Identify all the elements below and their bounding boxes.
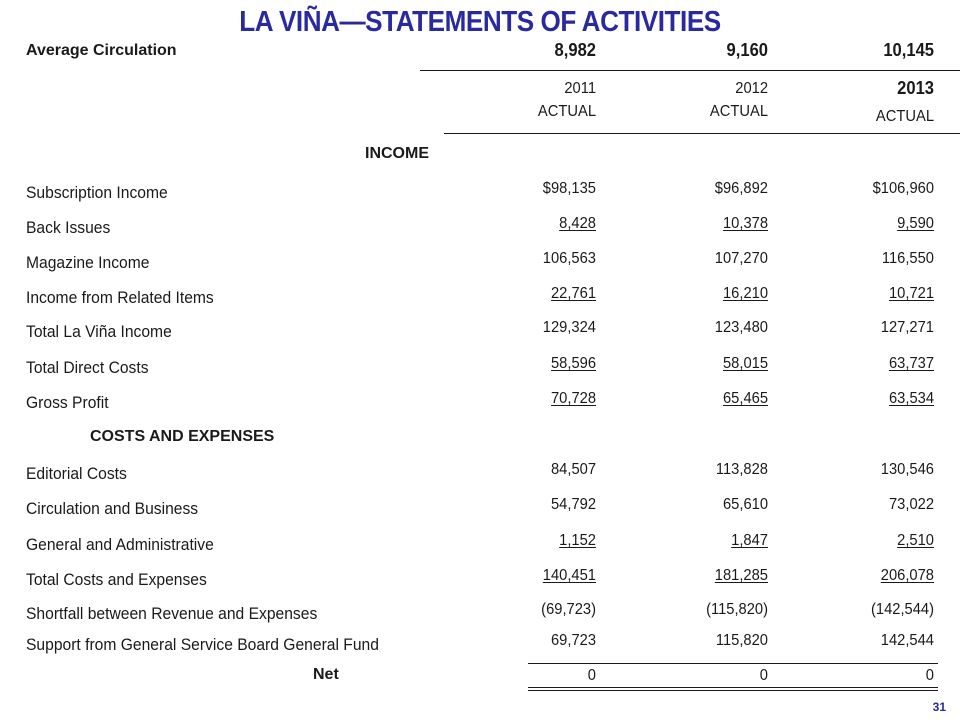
- row-label: Editorial Costs: [26, 464, 127, 483]
- row-value-2013: 73,022: [888, 496, 934, 513]
- row-label: Total Costs and Expenses: [26, 570, 207, 589]
- row-value-2013: $106,960: [872, 180, 934, 197]
- row-value-2012: 65,465: [722, 390, 768, 407]
- row-label: General and Administrative: [26, 535, 214, 554]
- row-label: Back Issues: [26, 218, 111, 237]
- col-year-2013: 2013: [897, 78, 934, 98]
- row-value-2012: 1,847: [731, 532, 768, 549]
- row-label: Total Direct Costs: [26, 358, 149, 377]
- page-number: 31: [932, 700, 946, 714]
- net-value-2011: 0: [587, 667, 596, 684]
- row-value-2011: 140,451: [542, 567, 596, 584]
- row-value-2011: 8,428: [559, 215, 596, 232]
- row-value-2011: 84,507: [550, 461, 596, 478]
- row-label: Circulation and Business: [26, 499, 199, 518]
- row-value-2012: 58,015: [722, 355, 768, 372]
- row-value-2012: 10,378: [722, 215, 768, 232]
- col-year-2012: 2012: [735, 80, 768, 97]
- row-value-2012: 16,210: [722, 285, 768, 302]
- row-label: Support from General Service Board General Fund: [26, 635, 379, 654]
- row-value-2011: 106,563: [542, 250, 596, 267]
- row-label: Shortfall between Revenue and Expenses: [26, 604, 318, 623]
- row-value-2013: 130,546: [880, 461, 934, 478]
- row-value-2011: 70,728: [550, 390, 596, 407]
- header-bottom-rule: [444, 133, 960, 134]
- col-type-2011: ACTUAL: [537, 103, 596, 120]
- row-value-2013: 63,534: [888, 390, 934, 407]
- row-value-2012: 107,270: [714, 250, 768, 267]
- row-value-2012: 65,610: [722, 496, 768, 513]
- header-top-rule: [420, 70, 960, 71]
- avg-circulation-2011: 8,982: [554, 40, 596, 60]
- row-value-2011: (69,723): [541, 601, 596, 618]
- row-value-2013: 142,544: [880, 632, 934, 649]
- row-value-2013: 2,510: [897, 532, 934, 549]
- avg-circulation-2013: 10,145: [883, 40, 934, 60]
- row-value-2011: 1,152: [559, 532, 596, 549]
- avg-circulation-label: Average Circulation: [26, 42, 177, 59]
- row-value-2013: 206,078: [880, 567, 934, 584]
- row-value-2011: 54,792: [550, 496, 596, 513]
- row-label: Total La Viña Income: [26, 322, 172, 341]
- net-value-2012: 0: [759, 667, 768, 684]
- net-value-2013: 0: [925, 667, 934, 684]
- row-value-2012: (115,820): [706, 601, 768, 618]
- row-value-2011: 58,596: [550, 355, 596, 372]
- row-value-2013: 63,737: [888, 355, 934, 372]
- net-double-rule-1: [528, 687, 938, 688]
- row-label: Income from Related Items: [26, 288, 214, 307]
- row-value-2012: $96,892: [714, 180, 768, 197]
- page-title: LA VIÑA—STATEMENTS OF ACTIVITIES: [239, 6, 721, 38]
- col-type-2013: ACTUAL: [875, 108, 934, 125]
- row-label: Subscription Income: [26, 183, 168, 202]
- net-top-rule: [528, 663, 938, 664]
- row-value-2013: 127,271: [880, 319, 934, 336]
- row-value-2013: 10,721: [888, 285, 934, 302]
- col-year-2011: 2011: [564, 80, 596, 97]
- row-value-2012: 113,828: [715, 461, 768, 478]
- col-type-2012: ACTUAL: [709, 103, 768, 120]
- section-costs-expenses: COSTS AND EXPENSES: [90, 428, 275, 445]
- row-value-2012: 181,285: [714, 567, 768, 584]
- row-value-2012: 115,820: [715, 632, 768, 649]
- row-value-2013: 9,590: [897, 215, 934, 232]
- row-value-2011: 129,324: [542, 319, 596, 336]
- net-double-rule-2: [528, 690, 938, 691]
- row-value-2011: 22,761: [550, 285, 596, 302]
- row-value-2012: 123,480: [714, 319, 768, 336]
- avg-circulation-2012: 9,160: [726, 40, 768, 60]
- row-value-2013: (142,544): [870, 601, 934, 618]
- row-value-2011: $98,135: [542, 180, 596, 197]
- row-value-2013: 116,550: [881, 250, 934, 267]
- row-label: Gross Profit: [26, 393, 109, 412]
- section-net: Net: [313, 666, 339, 683]
- section-income: INCOME: [365, 145, 429, 162]
- row-label: Magazine Income: [26, 253, 150, 272]
- row-value-2011: 69,723: [550, 632, 596, 649]
